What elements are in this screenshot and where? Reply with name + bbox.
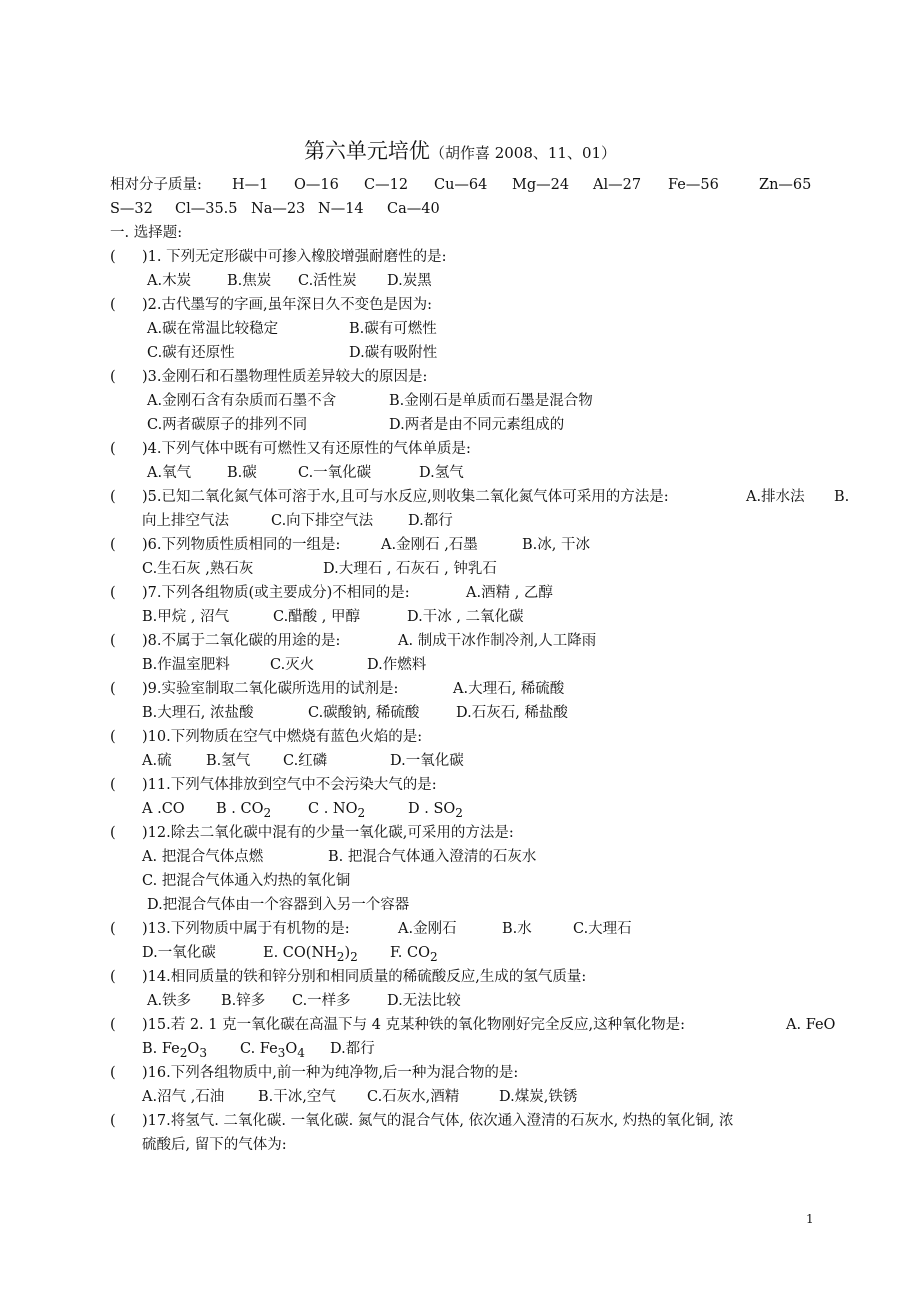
question-14-option-c: C.一样多 bbox=[292, 993, 351, 1009]
mass-cu: Cu—64 bbox=[434, 177, 488, 193]
question-6-option-b: B.冰, 干冰 bbox=[522, 537, 590, 553]
question-13-option-a: A.金刚石 bbox=[398, 921, 457, 937]
question-6-stem: )6.下列物质性质相同的一组是: bbox=[142, 537, 341, 553]
question-13-option-b: B.水 bbox=[502, 921, 532, 937]
question-13-option-c: C.大理石 bbox=[573, 921, 632, 937]
question-8-option-b: B.作温室肥料 bbox=[142, 657, 230, 673]
question-5-option-a: A.排水法 bbox=[746, 489, 805, 505]
answer-bracket: ( bbox=[110, 489, 116, 505]
answer-bracket: ( bbox=[110, 369, 116, 385]
question-3-stem: )3.金刚石和石墨物理性质差异较大的原因是: bbox=[142, 369, 428, 385]
answer-bracket: ( bbox=[110, 537, 116, 553]
question-11-option-c bbox=[308, 799, 365, 823]
formula-co2: F. CO bbox=[390, 945, 431, 961]
question-15-option-a: A. FeO bbox=[786, 1017, 836, 1033]
question-3-option-b: B.金刚石是单质而石墨是混合物 bbox=[389, 393, 593, 409]
question-15-option-d: D.都行 bbox=[330, 1041, 375, 1057]
mass-c: C—12 bbox=[364, 177, 409, 193]
question-16-option-d: D.煤炭,铁锈 bbox=[499, 1089, 578, 1105]
subscript: 2 bbox=[263, 805, 272, 820]
question-17-stem-continued: 硫酸后, 留下的气体为: bbox=[142, 1137, 287, 1153]
subscript: 4 bbox=[297, 1045, 305, 1060]
mass-zn: Zn—65 bbox=[759, 177, 812, 193]
mass-o: O—16 bbox=[294, 177, 339, 193]
mass-fe: Fe—56 bbox=[668, 177, 719, 193]
question-5-option-b-text: 向上排空气法 bbox=[142, 513, 229, 529]
question-5-option-d: D.都行 bbox=[408, 513, 453, 529]
question-1-option-c: C.活性炭 bbox=[298, 273, 357, 289]
question-15-option-c bbox=[240, 1039, 305, 1063]
question-2-option-c: C.碳有还原性 bbox=[147, 345, 235, 361]
question-12-option-b: B. 把混合气体通入澄清的石灰水 bbox=[328, 849, 537, 865]
question-4-stem: )4.下列气体中既有可燃性又有还原性的气体单质是: bbox=[142, 441, 471, 457]
subscript: 2 bbox=[430, 949, 438, 964]
formula-urea: E. CO(NH bbox=[263, 945, 337, 961]
question-8-option-d: D.作燃料 bbox=[367, 657, 427, 673]
question-2-option-a: A.碳在常温比较稳定 bbox=[147, 321, 279, 337]
mass-cl: Cl—35.5 bbox=[175, 201, 238, 217]
formula-paren: ) bbox=[344, 945, 351, 961]
mass-n: N—14 bbox=[318, 201, 364, 217]
formula-co: B . CO bbox=[216, 801, 264, 817]
question-12-stem: )12.除去二氧化碳中混有的少量一氧化碳,可采用的方法是: bbox=[142, 825, 514, 841]
question-13-stem: )13.下列物质中属于有机物的是: bbox=[142, 921, 350, 937]
question-9-option-c: C.碳酸钠, 稀硫酸 bbox=[308, 705, 420, 721]
answer-bracket: ( bbox=[110, 681, 116, 697]
answer-bracket: ( bbox=[110, 729, 116, 745]
question-13-option-f bbox=[390, 943, 438, 967]
mass-s: S—32 bbox=[110, 201, 153, 217]
question-7-option-b: B.甲烷 , 沼气 bbox=[142, 609, 230, 625]
question-14-option-b: B.锌多 bbox=[221, 993, 266, 1009]
question-10-option-a: A.硫 bbox=[142, 753, 172, 769]
subscript: 2 bbox=[179, 1045, 188, 1060]
question-6-option-c: C.生石灰 ,熟石灰 bbox=[142, 561, 254, 577]
question-9-option-b: B.大理石, 浓盐酸 bbox=[142, 705, 254, 721]
question-6-option-d: D.大理石 , 石灰石 , 钟乳石 bbox=[323, 561, 497, 577]
section-heading: 一. 选择题: bbox=[110, 225, 183, 241]
question-9-option-a: A.大理石, 稀硫酸 bbox=[453, 681, 565, 697]
question-4-option-c: C.一氧化碳 bbox=[298, 465, 372, 481]
question-17-stem: )17.将氢气. 二氧化碳. 一氧化碳. 氮气的混合气体, 依次通入澄清的石灰水, 灼热的氧化铜, 浓 bbox=[142, 1113, 734, 1129]
question-16-stem: )16.下列各组物质中,前一种为纯净物,后一种为混合物的是: bbox=[142, 1065, 519, 1081]
question-12-option-a: A. 把混合气体点燃 bbox=[142, 849, 264, 865]
question-7-option-a: A.酒精 , 乙醇 bbox=[466, 585, 553, 601]
answer-bracket: ( bbox=[110, 1065, 116, 1081]
answer-bracket: ( bbox=[110, 777, 116, 793]
formula-o: O bbox=[187, 1041, 200, 1057]
question-3-option-d: D.两者是由不同元素组成的 bbox=[389, 417, 565, 433]
question-16-option-c: C.石灰水,酒精 bbox=[367, 1089, 460, 1105]
question-2-option-b: B.碳有可燃性 bbox=[349, 321, 437, 337]
question-10-option-b: B.氢气 bbox=[206, 753, 251, 769]
question-11-option-d bbox=[408, 799, 463, 823]
question-9-option-d: D.石灰石, 稀盐酸 bbox=[456, 705, 568, 721]
question-3-option-c: C.两者碳原子的排列不同 bbox=[147, 417, 308, 433]
title-text: 第六单元培优 bbox=[303, 139, 430, 163]
question-13-option-e bbox=[263, 943, 358, 967]
question-14-stem: )14.相同质量的铁和锌分别和相同质量的稀硫酸反应,生成的氢气质量: bbox=[142, 969, 587, 985]
mass-al: Al—27 bbox=[593, 177, 642, 193]
question-7-option-d: D.干冰 , 二氧化碳 bbox=[407, 609, 524, 625]
mass-ca: Ca—40 bbox=[387, 201, 440, 217]
question-16-option-b: B.干冰,空气 bbox=[258, 1089, 336, 1105]
answer-bracket: ( bbox=[110, 633, 116, 649]
answer-bracket: ( bbox=[110, 969, 116, 985]
answer-bracket: ( bbox=[110, 1113, 116, 1129]
question-2-option-d: D.碳有吸附性 bbox=[349, 345, 438, 361]
mass-na: Na—23 bbox=[251, 201, 306, 217]
page-number: 1 bbox=[806, 1212, 814, 1226]
title-author-date: （胡作喜 2008、11、01） bbox=[429, 144, 617, 162]
page-title bbox=[0, 135, 920, 165]
subscript: 2 bbox=[350, 949, 358, 964]
subscript: 2 bbox=[357, 805, 366, 820]
question-15-stem: )15.若 2. 1 克一氧化碳在高温下与 4 克某种铁的氧化物刚好完全反应,这种氧化物是: bbox=[142, 1017, 686, 1033]
mass-h: H—1 bbox=[232, 177, 269, 193]
question-1-option-b: B.焦炭 bbox=[227, 273, 272, 289]
formula-fe2o3: B. Fe bbox=[142, 1041, 180, 1057]
answer-bracket: ( bbox=[110, 1017, 116, 1033]
question-8-stem: )8.不属于二氧化碳的用途的是: bbox=[142, 633, 341, 649]
formula-o: O bbox=[285, 1041, 298, 1057]
question-1-option-d: D.炭黑 bbox=[387, 273, 432, 289]
question-4-option-a: A.氧气 bbox=[147, 465, 192, 481]
question-14-option-a: A.铁多 bbox=[147, 993, 192, 1009]
question-14-option-d: D.无法比较 bbox=[387, 993, 461, 1009]
question-5-option-c: C.向下排空气法 bbox=[271, 513, 374, 529]
question-10-option-d: D.一氧化碳 bbox=[390, 753, 464, 769]
subscript: 3 bbox=[277, 1045, 286, 1060]
question-6-option-a: A.金刚石 ,石墨 bbox=[381, 537, 478, 553]
question-15-option-b bbox=[142, 1039, 207, 1063]
subscript: 3 bbox=[199, 1045, 207, 1060]
formula-so: D . SO bbox=[408, 801, 456, 817]
question-2-stem: )2.古代墨写的字画,虽年深日久不变色是因为: bbox=[142, 297, 432, 313]
subscript: 2 bbox=[336, 949, 345, 964]
question-10-option-c: C.红磷 bbox=[283, 753, 328, 769]
answer-bracket: ( bbox=[110, 585, 116, 601]
question-11-option-b bbox=[216, 799, 271, 823]
question-11-option-a: A .CO bbox=[142, 801, 185, 817]
question-5-option-b-letter: B. bbox=[834, 489, 850, 505]
question-4-option-b: B.碳 bbox=[227, 465, 257, 481]
question-12-option-c: C. 把混合气体通入灼热的氧化铜 bbox=[142, 873, 351, 889]
question-7-option-c: C.醋酸 , 甲醇 bbox=[273, 609, 361, 625]
question-10-stem: )10.下列物质在空气中燃烧有蓝色火焰的是: bbox=[142, 729, 423, 745]
question-4-option-d: D.氢气 bbox=[419, 465, 464, 481]
question-12-option-d: D.把混合气体由一个容器到入另一个容器 bbox=[147, 897, 410, 913]
question-1-option-a: A.木炭 bbox=[147, 273, 192, 289]
formula-fe3o4: C. Fe bbox=[240, 1041, 278, 1057]
subscript: 2 bbox=[455, 805, 463, 820]
question-16-option-a: A.沼气 ,石油 bbox=[142, 1089, 225, 1105]
answer-bracket: ( bbox=[110, 249, 116, 265]
question-7-stem: )7.下列各组物质(或主要成分)不相同的是: bbox=[142, 585, 410, 601]
answer-bracket: ( bbox=[110, 297, 116, 313]
question-9-stem: )9.实验室制取二氧化碳所选用的试剂是: bbox=[142, 681, 399, 697]
question-1-stem: )1. 下列无定形碳中可掺入橡胶增强耐磨性的是: bbox=[142, 249, 447, 265]
question-5-stem: )5.已知二氧化氮气体可溶于水,且可与水反应,则收集二氧化氮气体可采用的方法是: bbox=[142, 489, 669, 505]
question-8-option-a: A. 制成干冰作制冷剂,人工降雨 bbox=[398, 633, 597, 649]
answer-bracket: ( bbox=[110, 921, 116, 937]
mass-mg: Mg—24 bbox=[512, 177, 570, 193]
answer-bracket: ( bbox=[110, 825, 116, 841]
question-13-option-d: D.一氧化碳 bbox=[142, 945, 216, 961]
question-3-option-a: A.金刚石含有杂质而石墨不含 bbox=[147, 393, 337, 409]
mass-label: 相对分子质量: bbox=[110, 177, 202, 193]
question-8-option-c: C.灭火 bbox=[270, 657, 315, 673]
answer-bracket: ( bbox=[110, 441, 116, 457]
question-11-stem: )11.下列气体排放到空气中不会污染大气的是: bbox=[142, 777, 437, 793]
formula-no: C . NO bbox=[308, 801, 358, 817]
